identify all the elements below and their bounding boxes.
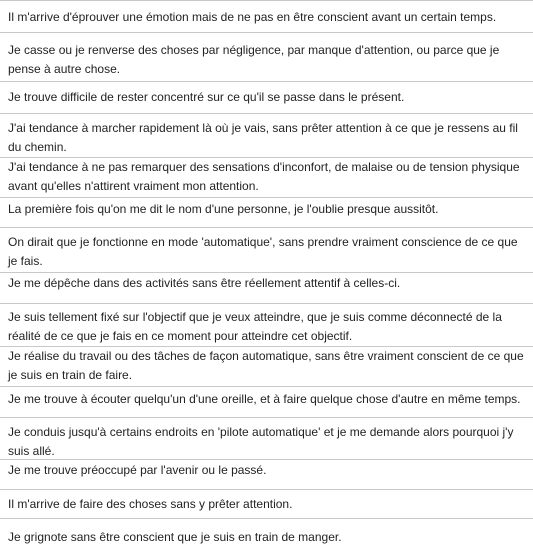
list-item xyxy=(0,303,533,346)
list-item xyxy=(0,197,533,227)
item-text: Il m'arrive de faire des choses sans y prêter attention. xyxy=(8,497,293,511)
list-item xyxy=(0,489,533,518)
list-item xyxy=(0,32,533,81)
item-text: Je casse ou je renverse des choses par négligence, par manque d'attention, ou parce que je pense à autre chose. xyxy=(8,43,500,76)
item-text: Il m'arrive d'éprouver une émotion mais de ne pas en être conscient avant un certain temps. xyxy=(8,10,497,24)
item-text: Je me trouve préoccupé par l'avenir ou le passé. xyxy=(8,463,267,477)
list-item xyxy=(0,227,533,272)
item-text: Je trouve difficile de rester concentré sur ce qu'il se passe dans le présent. xyxy=(8,90,405,104)
list-item xyxy=(0,81,533,113)
list-item xyxy=(0,459,533,489)
item-text: Je me trouve à écouter quelqu'un d'une oreille, et à faire quelque chose d'autre en même temps. xyxy=(8,392,521,406)
item-text: Je suis tellement fixé sur l'objectif que je veux atteindre, que je suis comme déconnecté de la réalité de ce que je fais en ce moment pour atteindre cet objectif. xyxy=(8,310,502,343)
list-item xyxy=(0,346,533,386)
item-text: Je me dépêche dans des activités sans être réellement attentif à celles-ci. xyxy=(8,276,401,290)
list-item xyxy=(0,417,533,459)
list-item xyxy=(0,272,533,303)
list-item xyxy=(0,0,533,32)
item-text: J'ai tendance à marcher rapidement là où je vais, sans prêter attention à ce que je ressens au fil du chemin. xyxy=(8,121,518,154)
list-item xyxy=(0,113,533,157)
item-text: Je grignote sans être conscient que je suis en train de manger. xyxy=(8,530,342,544)
list-item xyxy=(0,386,533,417)
item-text: La première fois qu'on me dit le nom d'une personne, je l'oublie presque aussitôt. xyxy=(8,202,439,216)
list-item xyxy=(0,518,533,550)
list-item xyxy=(0,157,533,197)
item-text: On dirait que je fonctionne en mode 'automatique', sans prendre vraiment conscience de ce que je fais. xyxy=(8,235,518,268)
item-text: Je conduis jusqu'à certains endroits en 'pilote automatique' et je me demande alors pourquoi j'y suis allé. xyxy=(8,425,514,458)
item-text: Je réalise du travail ou des tâches de façon automatique, sans être vraiment conscient de ce que je suis en train de faire. xyxy=(8,349,524,382)
item-text: J'ai tendance à ne pas remarquer des sensations d'inconfort, de malaise ou de tension physique avant qu'elles n'attirent vraiment mon attention. xyxy=(8,160,520,193)
